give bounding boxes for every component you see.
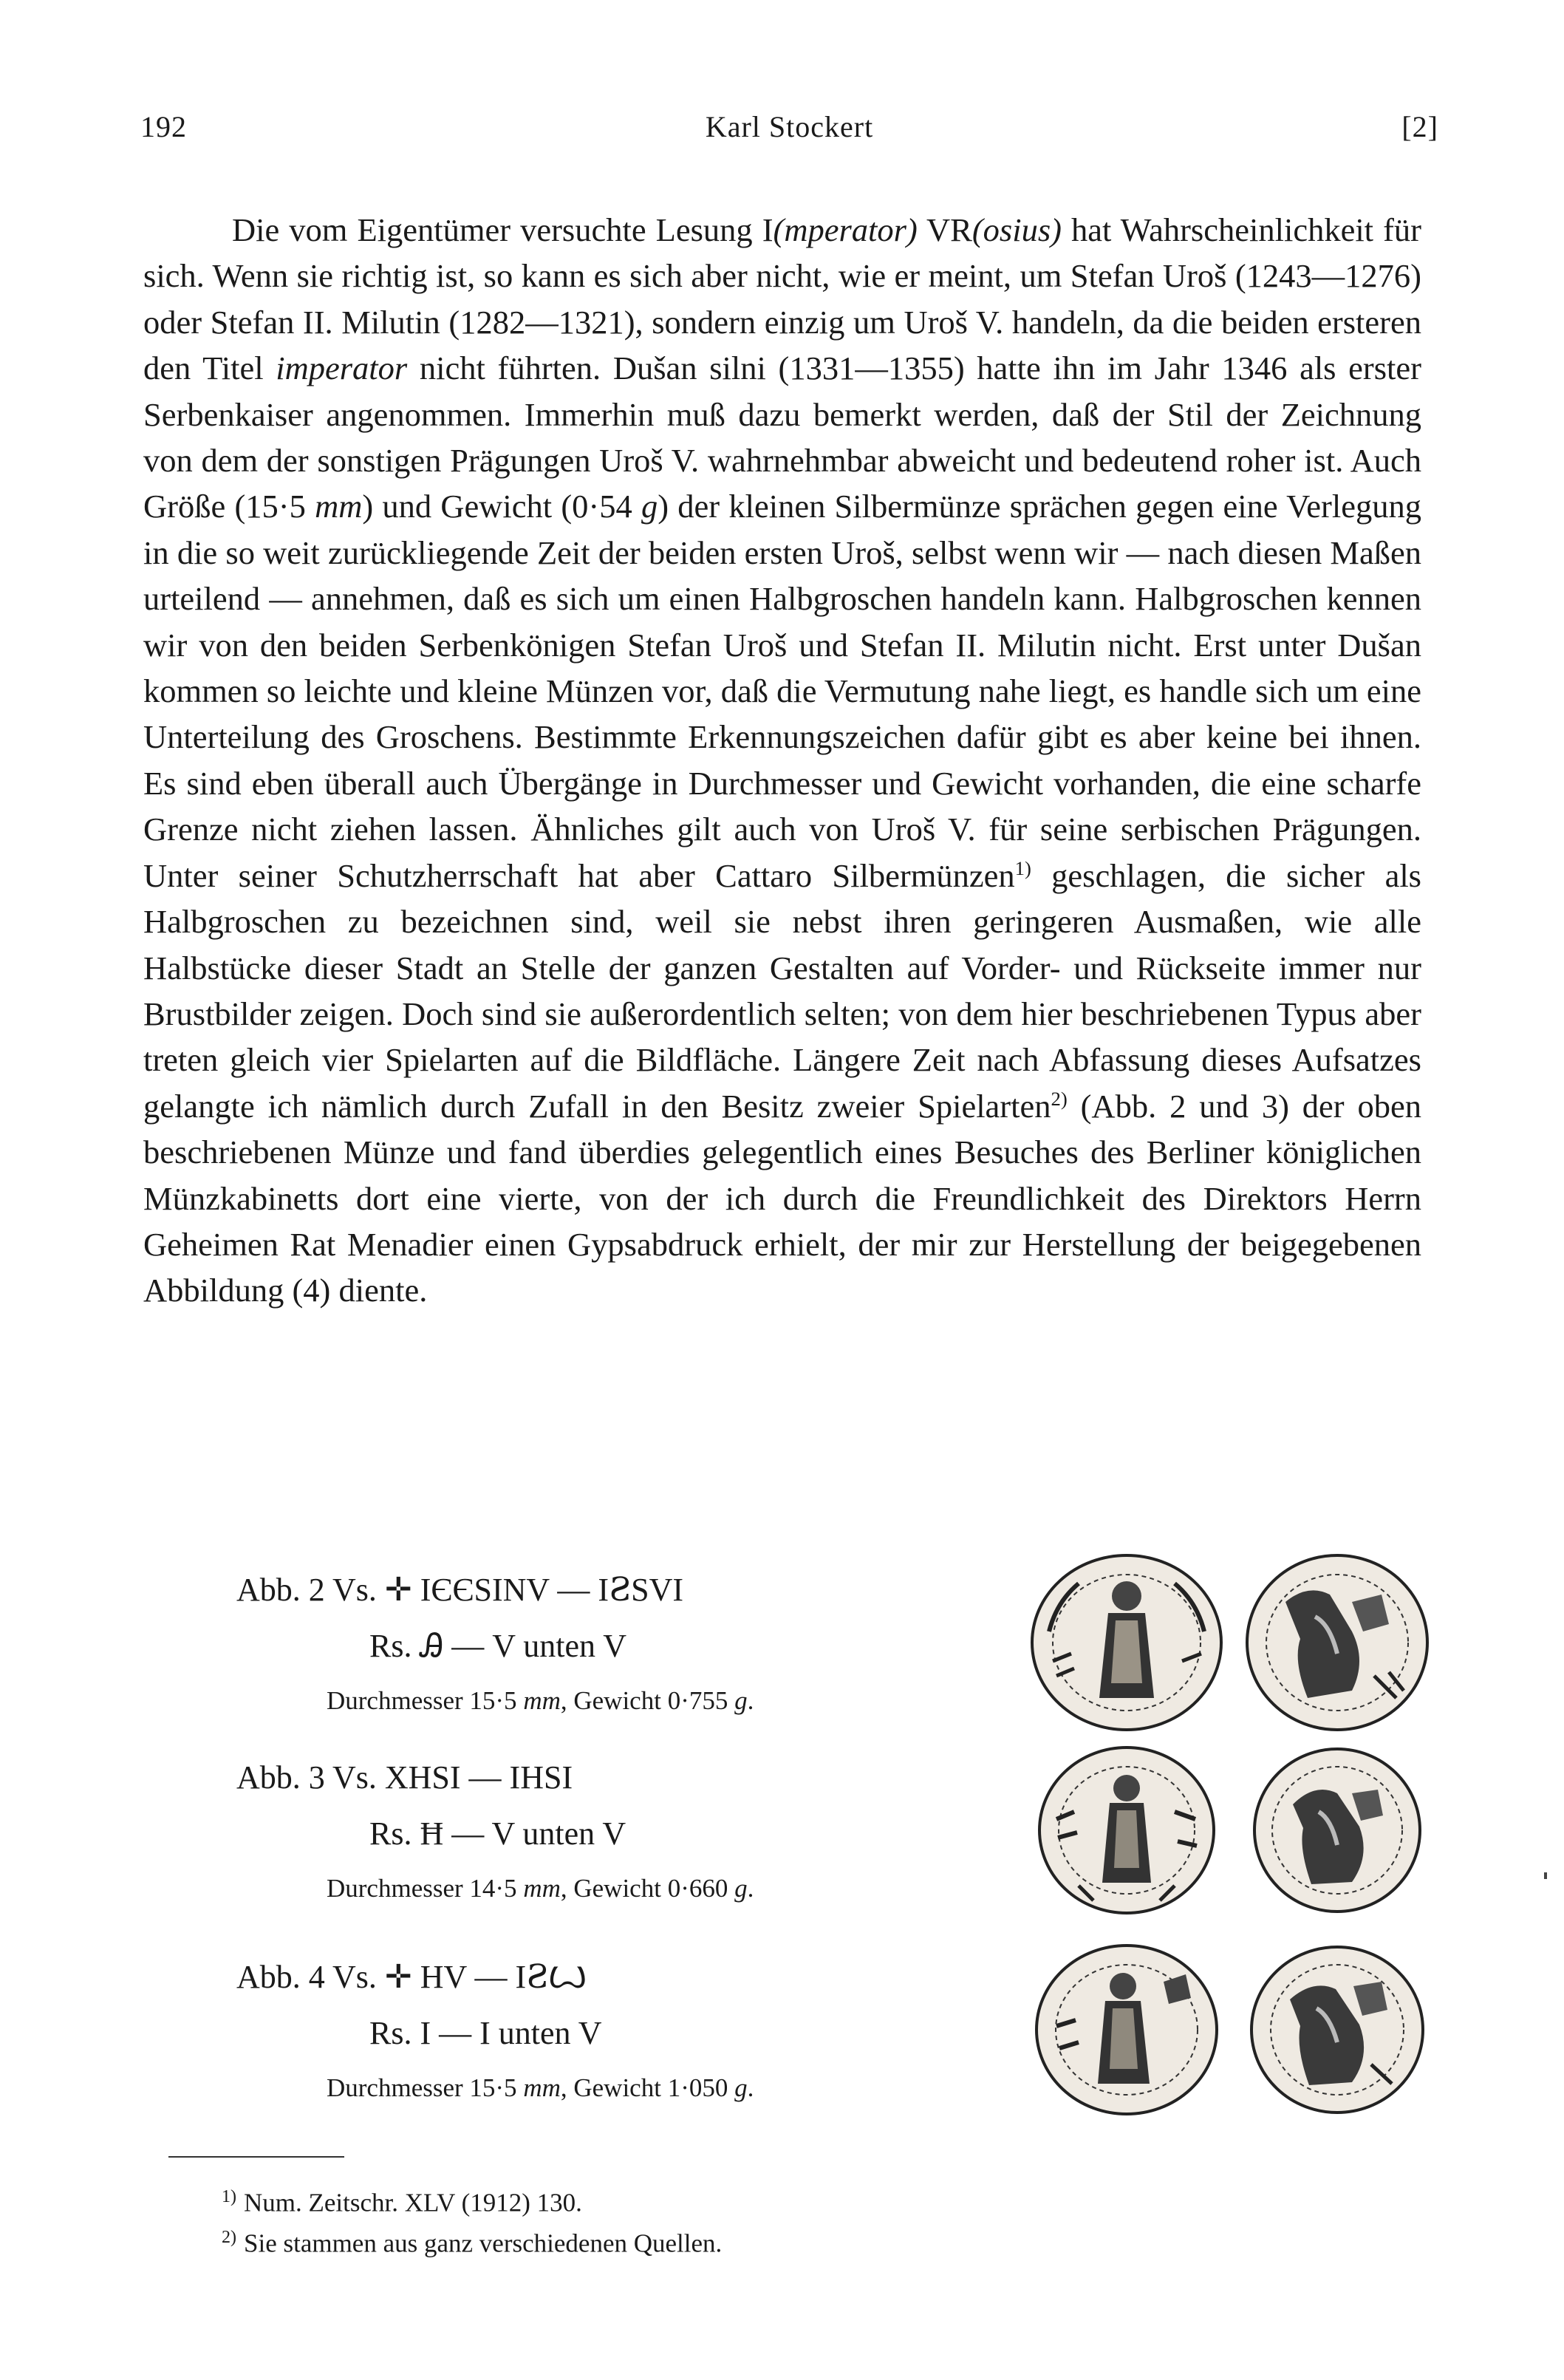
coin-reverse-image: [1241, 1550, 1433, 1735]
footnote-1: $^{1)}$ Num. Zeitschr. XLV (1912) 130.: [222, 2187, 582, 2217]
coin-images: [1027, 1937, 1441, 2122]
text-run: imperator: [276, 350, 408, 387]
footnotes: [222, 2180, 722, 2260]
body-text: [143, 207, 1421, 1314]
text-run: mm: [315, 488, 363, 525]
reverse-legend: Rs. Ħ — V unten V: [369, 1815, 626, 1852]
obverse-legend: Abb. 3 Vs. XHSI — IHSI: [236, 1759, 573, 1796]
text-run: ) der kleinen Silbermünze sprächen gegen eine Verlegung in die so weit zurückliegende Zeit der beiden ersten Uroš, selbst wenn wir — nach diesen Maßen urteilend — annehmen, daß es sich um einen Halbgroschen handeln kann. Halbgroschen kennen wir von den beiden Serbenkönigen Stefan Uroš und Stefan II. Milutin nicht. Erst unter Dušan kommen so leichte und kleine Münzen vor, daß die Vermutung nahe liegt, es handle sich um eine Unterteilung des Groschens. Bestimmte Erkennungszeichen dafür gibt es aber keine bei ihnen. Es sind eben überall auch Übergänge in Durchmesser und Gewicht vorhanden, die eine scharfe Grenze nicht ziehen lassen. Ähnliches gilt auch von Uroš V. für seine serbischen Prägungen. Unter seiner Schutzherrschaft hat aber Cattaro Silbermünzen: [143, 488, 1421, 894]
text-run: (osius): [971, 211, 1062, 248]
text-run: Die vom Eigentümer versuchte Lesung I: [232, 211, 774, 248]
figure-abb-2: [222, 1571, 1522, 1756]
running-head-author: Karl Stockert: [705, 110, 874, 143]
footnote-ref: 1): [1014, 856, 1031, 879]
figure-abb-4: [222, 1958, 1522, 2143]
measurements: Durchmesser 15·5 mm, Gewicht 1·050 g.: [327, 2073, 754, 2102]
coin-obverse-image: [1027, 1738, 1226, 1923]
text-run: ) und Gewicht (0·54: [362, 488, 641, 525]
coin-images: [1027, 1738, 1441, 1923]
coin-reverse-image: [1241, 1738, 1433, 1923]
text-run: nicht führten. Dušan silni (1331—1355) hatte ihn im Jahr 1346 als erster Serbenkaiser angenommen. Immerhin muß dazu bemerkt werden, daß der Stil der Zeichnung von dem der sonstigen Prägungen Uroš V. wahrnehmbar abweicht und bedeutend roher ist. Auch Größe (15·5: [143, 350, 1421, 525]
footnote-2: $^{2)}$ Sie stammen aus ganz verschiedenen Quellen.: [222, 2227, 723, 2258]
measurements: Durchmesser 14·5 mm, Gewicht 0·660 g.: [327, 1874, 754, 1903]
paragraph: [143, 207, 1421, 1314]
running-header: [140, 109, 1438, 154]
footnote-rule: [168, 2156, 344, 2158]
obverse-legend: Abb. 2 Vs. ✛ IЄЄЅΙΝV — IꙄЅVI: [236, 1572, 684, 1608]
text-run: geschlagen, die sicher als Halbgroschen zu bezeichnen sind, weil sie nebst ihren geringeren Ausmaßen, wie alle Halbstücke dieser Stadt an Stelle der ganzen Gestalten auf Vorder- und Rückseite immer nur Brustbilder zeigen. Doch sind sie außerordentlich selten; von dem hier beschriebenen Typus aber treten gleich vier Spielarten auf die Bildfläche. Längere Zeit nach Abfassung dieses Aufsatzes gelangte ich nämlich durch Zufall in den Besitz zweier Spielarten: [143, 856, 1421, 1125]
reverse-legend: Rs. I — I unten V: [369, 2015, 602, 2051]
text-run: hat Wahrscheinlichkeit für sich. Wenn sie richtig ist, so kann es sich aber nicht, wie er meint, um Stefan Uroš (1243—1276) oder Stefan II. Milutin (1282—1321), sondern einzig um Uroš V. handeln, da die beiden ersteren den Titel: [143, 211, 1421, 387]
text-run: (mperator): [773, 211, 918, 248]
coin-obverse-image: [1027, 1550, 1226, 1735]
text-run: (Abb. 2 und 3) der oben beschriebenen Münze und fand überdies gelegentlich eines Besuches des Berliner königlichen Münzkabinetts dort eine vierte, von der ich durch die Freundlichkeit des Direktors Herrn Geheimen Rat Menadier einen Gypsabdruck erhielt, der mir zur Herstellung der beigegebenen Abbildung (4) diente.: [143, 1087, 1421, 1309]
coin-obverse-image: [1027, 1937, 1226, 2122]
coin-reverse-image: [1241, 1937, 1433, 2122]
measurements: Durchmesser 15·5 mm, Gewicht 0·755 g.: [327, 1686, 754, 1715]
page-number: 192: [140, 110, 187, 143]
footnote-ref: 2): [1051, 1087, 1068, 1110]
reverse-legend: Rs. Ꭿ — V unten V: [369, 1628, 626, 1664]
figure-abb-3: [222, 1759, 1522, 1943]
part-number: [2]: [1401, 110, 1438, 143]
obverse-legend: Abb. 4 Vs. ✛ HV — IꙄꙌ: [236, 1959, 587, 1995]
coin-images: [1027, 1550, 1441, 1735]
text-run: VR: [917, 211, 972, 248]
text-run: g: [641, 488, 658, 525]
scan-speck: [1544, 1872, 1547, 1879]
